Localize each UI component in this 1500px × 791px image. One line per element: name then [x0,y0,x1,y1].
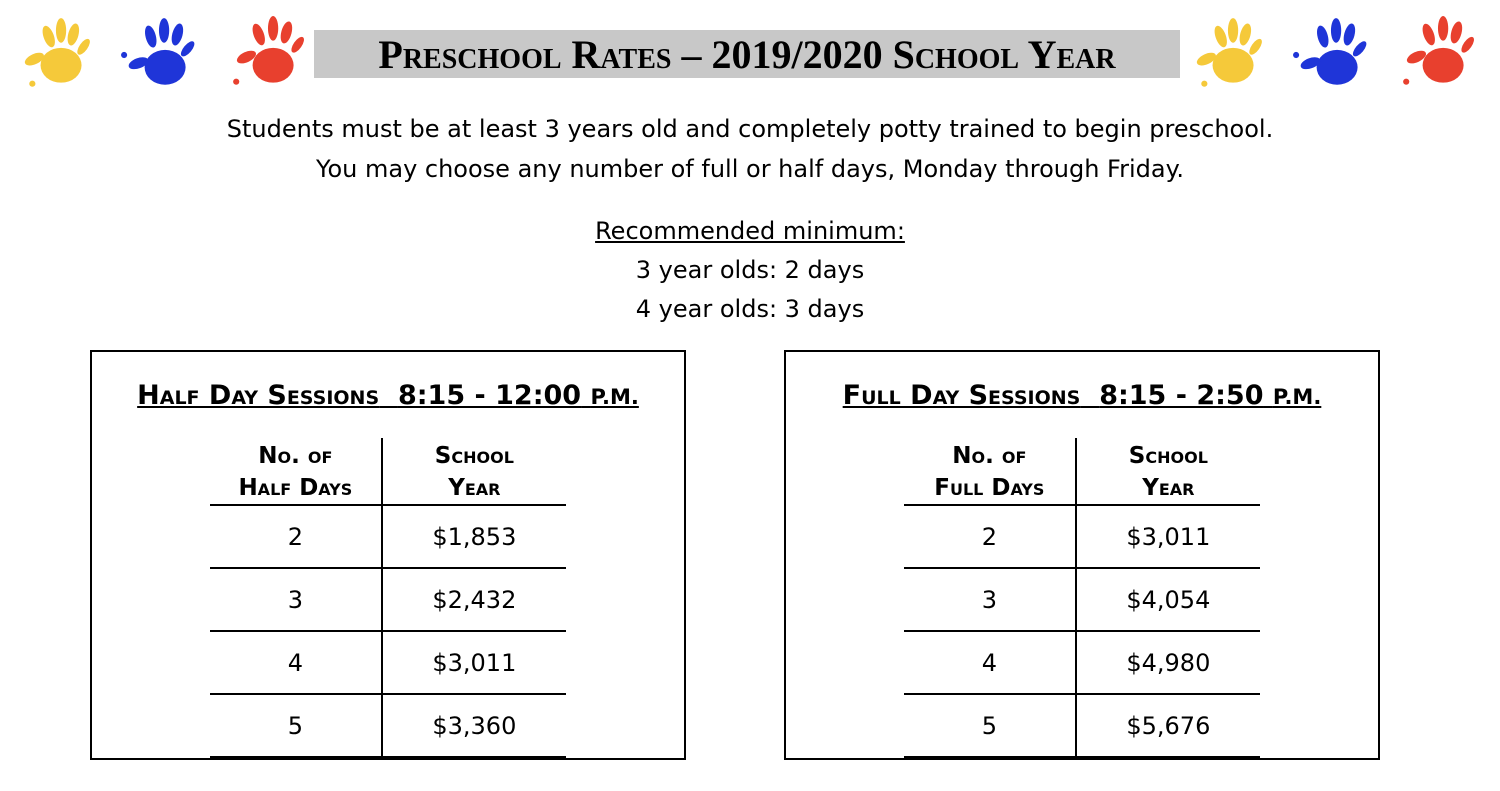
days-cell: 3 [210,568,382,631]
full-day-title-time: 8:15 - 2:50 [1099,380,1264,411]
half-day-session-title [92,380,684,411]
full-day-session-title [786,380,1378,411]
col-header-school-year-line1: School [1128,443,1208,469]
col-header-full-days-line1: No. of [952,443,1027,469]
yellow-handprint-icon [1190,14,1272,96]
table-row [904,568,1260,631]
yellow-handprint-icon [18,14,100,96]
page-title: Preschool Rates – 2019/2020 School Year [314,30,1180,78]
table-row [210,694,566,757]
table-row [904,631,1260,694]
col-header-half-days-line1: No. of [258,443,333,469]
recommended-heading-text: Recommended minimum: [595,217,905,245]
days-cell: 5 [210,694,382,757]
price-cell: $4,980 [1076,631,1260,694]
full-day-rates-table [904,438,1260,758]
recommended-3yr: 3 year olds: 2 days [635,256,865,284]
price-cell: $2,432 [382,568,566,631]
full-day-sessions-box [784,350,1380,760]
price-cell: $3,011 [382,631,566,694]
days-cell: 2 [904,505,1076,568]
intro-line-1: Students must be at least 3 years old and completely potty trained to begin preschool. [226,115,1274,143]
price-cell: $1,853 [382,505,566,568]
col-header-school-year-line2: Year [448,475,501,501]
recommended-minimum-heading [0,216,1500,246]
days-cell: 2 [210,505,382,568]
col-header-school-year-line2: Year [1142,475,1195,501]
full-day-title-name: Full Day Sessions [842,380,1081,411]
table-row [210,505,566,568]
price-cell: $4,054 [1076,568,1260,631]
col-header-full-days-line2: Full Days [934,475,1045,501]
col-header-full-days [904,438,1076,505]
col-header-school-year-line1: School [434,443,514,469]
price-cell: $5,676 [1076,694,1260,757]
red-handprint-icon [228,14,310,96]
days-cell: 3 [904,568,1076,631]
half-day-rates-table [210,438,566,758]
table-row [904,694,1260,757]
intro-line-2: You may choose any number of full or half days, Monday through Friday. [315,155,1185,183]
table-row [210,568,566,631]
half-day-title-pm: P.M. [590,385,639,409]
days-cell: 4 [904,631,1076,694]
table-row [210,631,566,694]
table-row [904,505,1260,568]
days-cell: 5 [904,694,1076,757]
col-header-half-days-line2: Half Days [238,475,353,501]
col-header-school-year [382,438,566,505]
half-day-title-name: Half Day Sessions [137,380,380,411]
col-header-school-year [1076,438,1260,505]
blue-handprint-icon [120,14,202,96]
col-header-half-days [210,438,382,505]
days-cell: 4 [210,631,382,694]
red-handprint-icon [1398,14,1480,96]
blue-handprint-icon [1292,14,1374,96]
half-day-sessions-box [90,350,686,760]
price-cell: $3,011 [1076,505,1260,568]
price-cell: $3,360 [382,694,566,757]
recommended-4yr: 4 year olds: 3 days [635,295,865,323]
full-day-title-pm: P.M. [1272,385,1322,409]
half-day-title-time: 8:15 - 12:00 [397,380,582,411]
